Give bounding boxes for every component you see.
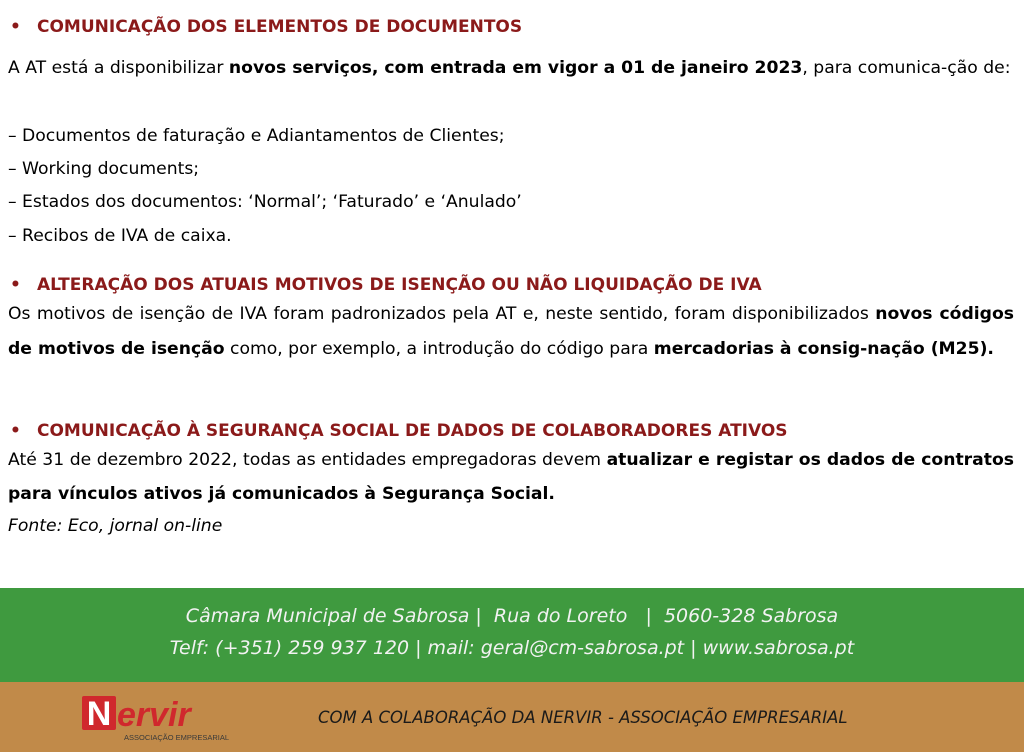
collaboration-text: COM A COLABORAÇÃO DA NERVIR - ASSOCIAÇÃO EMPRESARIAL bbox=[318, 708, 848, 727]
section-title: ALTERAÇÃO DOS ATUAIS MOTIVOS DE ISENÇÃO OU NÃO LIQUIDAÇÃO DE IVA bbox=[37, 275, 762, 295]
bullet: • bbox=[10, 421, 21, 441]
source-note: Fonte: Eco, jornal on-line bbox=[8, 516, 223, 536]
section-paragraph bbox=[8, 52, 1014, 85]
text-run: como, por exemplo, a introdução do código para bbox=[224, 339, 654, 359]
text-run: Os motivos de isenção de IVA foram padronizados pela AT e, neste sentido, foram disponibilizados bbox=[8, 304, 876, 324]
bold-text-run: atualizar e registar os dados de contratos para vínculos ativos já comunicados à Segurança Social. bbox=[8, 450, 1014, 504]
list-item: – Documentos de faturação e Adiantamentos de Clientes; bbox=[8, 126, 505, 146]
section-paragraph bbox=[8, 444, 1014, 511]
list-item: – Recibos de IVA de caixa. bbox=[8, 226, 232, 246]
bold-text-run: mercadorias à consig-nação (M25). bbox=[653, 339, 994, 359]
logo-wordmark: ervir bbox=[117, 696, 191, 734]
bullet: • bbox=[10, 275, 21, 295]
section-title: COMUNICAÇÃO À SEGURANÇA SOCIAL DE DADOS DE COLABORADORES ATIVOS bbox=[37, 421, 788, 441]
bullet: • bbox=[10, 17, 21, 37]
nervir-logo bbox=[80, 690, 230, 742]
text-run: Até 31 de dezembro 2022, todas as entidades empregadoras devem bbox=[8, 450, 607, 470]
section-title: COMUNICAÇÃO DOS ELEMENTOS DE DOCUMENTOS bbox=[37, 17, 523, 37]
text-run: , para comunica-ção de: bbox=[802, 58, 1011, 78]
footer-contacts: Telf: (+351) 259 937 120 | mail: geral@cm-sabrosa.pt | www.sabrosa.pt bbox=[169, 637, 855, 659]
list-item: – Working documents; bbox=[8, 159, 200, 179]
bold-text-run: novos códigos de motivos de isenção bbox=[8, 304, 1014, 359]
logo-tagline: ASSOCIAÇÃO EMPRESARIAL bbox=[124, 733, 230, 742]
bold-text-run: novos serviços, com entrada em vigor a 01 de janeiro 2023 bbox=[228, 58, 803, 78]
list-item: – Estados dos documentos: ‘Normal’; ‘Faturado’ e ‘Anulado’ bbox=[8, 192, 522, 212]
footer-contact-band bbox=[0, 588, 1024, 682]
nervir-logo-graphic bbox=[80, 690, 230, 742]
footer-address: Câmara Municipal de Sabrosa | Rua do Loreto | 5060-328 Sabrosa bbox=[185, 605, 839, 627]
text-run: A AT está a disponibilizar bbox=[8, 58, 229, 78]
logo-n-letter: N bbox=[86, 695, 112, 733]
section-paragraph bbox=[8, 297, 1014, 367]
